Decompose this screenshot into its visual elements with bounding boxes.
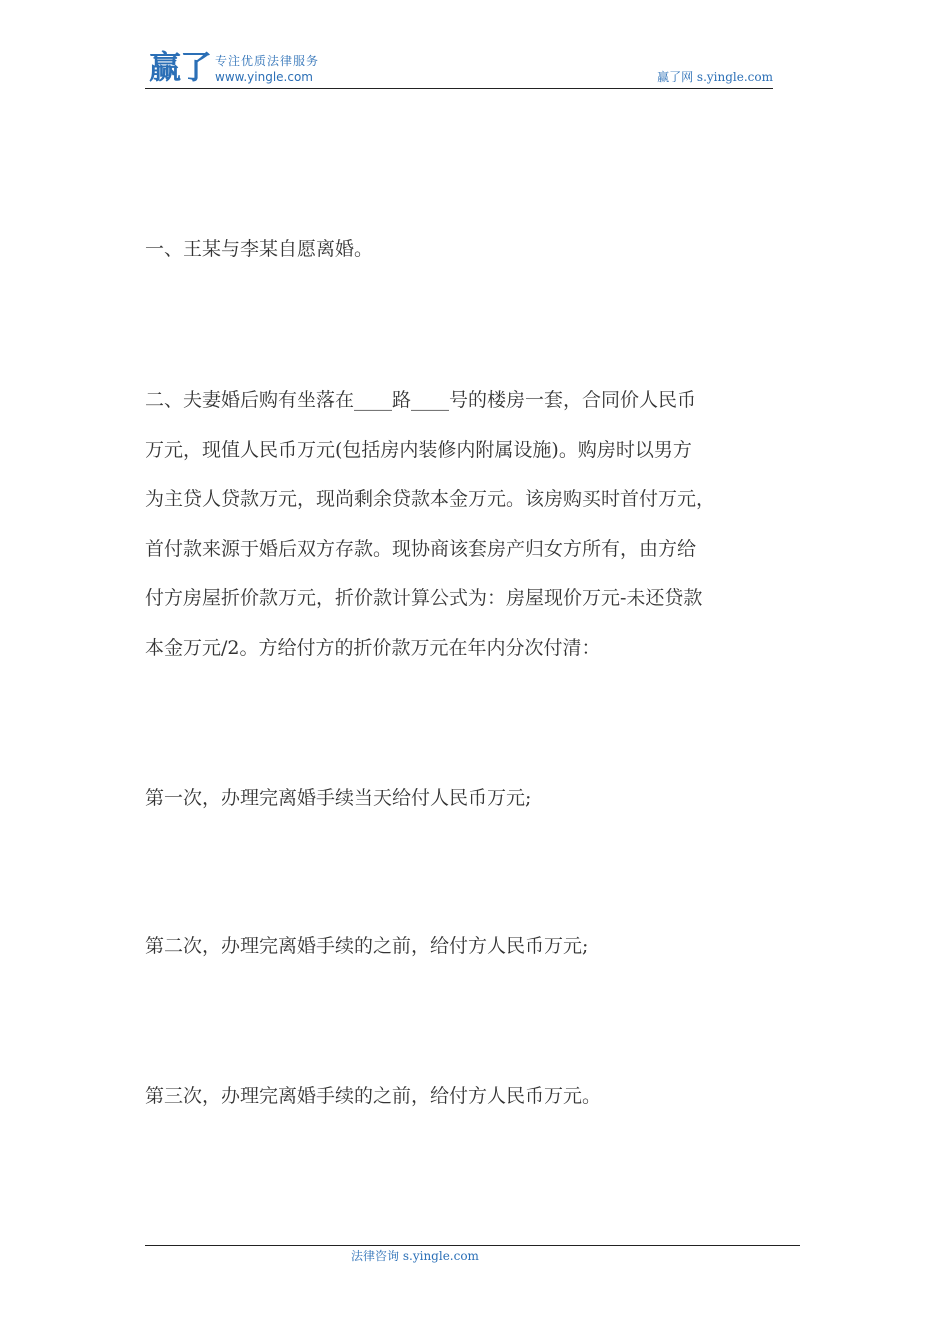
payment-second: 第二次，办理完离婚手续的之前，给付方人民币万元;: [145, 935, 589, 957]
logo-url[interactable]: www.yingle.com: [215, 70, 313, 84]
clause-2-line: 付方房屋折价款万元，折价款计算公式为：房屋现价万元-未还贷款: [145, 587, 703, 609]
yingle-logo: 赢了: [149, 48, 212, 86]
payment-first: 第一次，办理完离婚手续当天给付人民币万元;: [145, 787, 532, 809]
payment-third: 第三次，办理完离婚手续的之前，给付方人民币万元。: [145, 1085, 602, 1107]
footer-divider: [145, 1245, 800, 1246]
clause-2-line: 首付款来源于婚后双方存款。现协商该套房产归女方所有，由方给: [145, 537, 697, 560]
page-header: [145, 48, 773, 89]
logo-slogan: 专注优质法律服务: [215, 54, 320, 68]
header-site-link[interactable]: 赢了网 s.yingle.com: [657, 70, 773, 84]
clause-2-line: 为主贷人贷款万元，现尚剩余贷款本金万元。该房购买时首付万元，: [145, 488, 716, 510]
clause-2: [145, 376, 805, 673]
clause-1: 一、王某与李某自愿离婚。: [145, 238, 374, 260]
clause-2-line: 本金万元/2。方给付方的折价款万元在年内分次付清：: [145, 636, 601, 659]
clause-2-line: 二、夫妻婚后购有坐落在____路____号的楼房一套，合同价人民币: [145, 389, 697, 411]
footer-link[interactable]: 法律咨询 s.yingle.com: [351, 1249, 479, 1263]
clause-2-line: 万元，现值人民币万元(包括房内装修内附属设施)。购房时以男方: [145, 438, 692, 461]
